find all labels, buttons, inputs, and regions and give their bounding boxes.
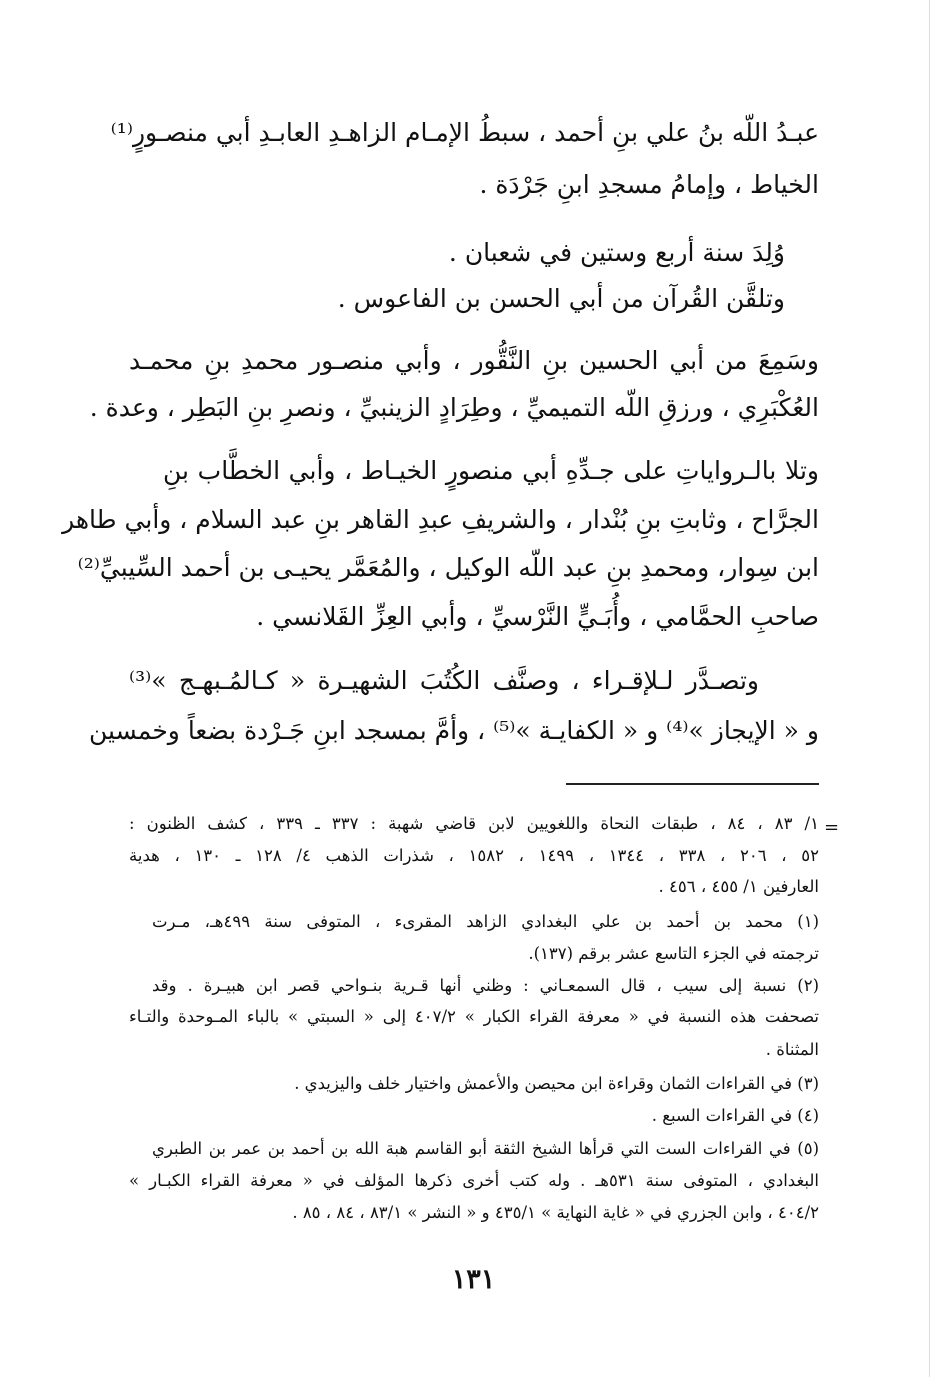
- footnote-line-3: العارفين ١/ ٤٥٥ ، ٤٥٦ .: [658, 877, 819, 896]
- footnote-5-line-2: البغدادي ، المتوفى سنة ٥٣١هـ . وله كتب أخرى ذكرها المؤلف في « معرفة القراء الكبـار »: [129, 1171, 820, 1190]
- body-line-1: عبـدُ اللّه بنُ علي بنِ أحمد ، سبطُ الإمـام الزاهـدِ العابـدِ أبي منصـورٍ⁽¹⁾: [110, 118, 819, 147]
- footnote-separator: [566, 783, 819, 785]
- footnote-3: (٣) في القراءات الثمان وقراءة ابن محيصن والأعمش واختيار خلف واليزيدي .: [294, 1074, 819, 1093]
- footnote-5-line-1: (٥) في القراءات الست التي قرأها الشيخ الثقة أبو القاسم هبة الله بن أحمد بن عمر بن الطبري: [152, 1139, 819, 1158]
- footnote-1-line-1: (١) محمد بن أحمد بن علي البغدادي الزاهد المقرىء ، المتوفى سنة ٤٩٩هـ، مـرت: [152, 912, 819, 931]
- footnote-2-line-1: (٢) نسبة إلى سيب ، قال السمعـاني : وظني أنها قـرية بنـواحي قصر ابن هبيـرة . وقد: [152, 976, 819, 995]
- footnote-5-line-3: ٤٠٤/٢ ، وابن الجزري في « غاية النهاية » ٤٣٥/١ و « النشر » ٨٣/١ ، ٨٤ ، ٨٥ .: [292, 1203, 819, 1222]
- footnote-line-1: ١/ ٨٣ ، ٨٤ ، طبقات النحاة واللغويين لابن قاضي شهبة : ٣٣٧ ـ ٣٣٩ ، كشف الظنون :: [129, 814, 819, 833]
- body-line-9: ابن سِوار، ومحمدِ بنِ عبد اللّه الوكيل ، والمُعَمَّر يحيـى بن أحمد السِّيبيِّ⁽²⁾: [77, 553, 819, 582]
- body-line-10: صاحبِ الحمَّامي ، وأُبَـيٍّ النَّرْسيِّ ، وأبي العِزِّ القَلانسي .: [256, 602, 819, 631]
- body-line-5: وسَمِعَ من أبي الحسين بنِ النَّقُّور ، وأبي منصـور محمدِ بنِ محمـد: [129, 346, 819, 375]
- body-line-4: وتلقَّن القُرآن من أبي الحسن بن الفاعوس .: [337, 284, 785, 313]
- footnote-2-line-3: المثناة .: [765, 1040, 819, 1059]
- body-line-6: العُكْبَرِي ، ورزقِ اللّه التميميِّ ، وطِرَادٍ الزينبيِّ ، ونصرِ بنِ البَطِر ، وعدة .: [89, 393, 819, 422]
- body-line-11: وتصـدَّر لـلإقـراء ، وصنَّف الكُتُبَ الشهيـرة « كـالمُـبهـج »⁽³⁾: [129, 666, 759, 695]
- body-line-12: و « الإيجاز »⁽⁴⁾ و « الكفايـة »⁽⁵⁾ ، وأمَّ بمسجد ابنِ جَـرْدة بضعاً وخمسين: [89, 716, 819, 745]
- body-line-7: وتلا بالـرواياتِ على جـدِّهِ أبي منصورٍ الخيـاط ، وأبي الخطَّاب بنِ: [163, 456, 819, 485]
- continuation-mark: =: [824, 817, 840, 838]
- body-line-3: وُلِدَ سنة أربع وستين في شعبان .: [448, 238, 785, 267]
- body-line-8: الجرَّاح ، وثابتِ بنِ بُنْدار ، والشريفِ عبدِ القاهر بنِ عبد السلام ، وأبي طاهر: [62, 505, 819, 534]
- footnote-1-line-2: ترجمته في الجزء التاسع عشر برقم (١٣٧).: [528, 944, 819, 963]
- footnote-line-2: ٥٢ ، ٢٠٦ ، ٣٣٨ ، ١٣٤٤ ، ١٤٩٩ ، ١٥٨٢ ، شذرات الذهب ٤/ ١٢٨ ـ ١٣٠ ، هدية: [129, 846, 819, 865]
- scan-edge-line: [929, 0, 930, 1377]
- footnote-2-line-2: تصحفت هذه النسبة في « معرفة القراء الكبار » ٤٠٧/٢ إلى « السبتي » بالباء المـوحدة والتـاء: [129, 1007, 819, 1026]
- footnote-4: (٤) في القراءات السبع .: [651, 1106, 819, 1125]
- body-line-2: الخياط ، وإمامُ مسجدِ ابنِ جَرْدَة .: [479, 170, 819, 199]
- page-number: ١٣١: [451, 1264, 496, 1295]
